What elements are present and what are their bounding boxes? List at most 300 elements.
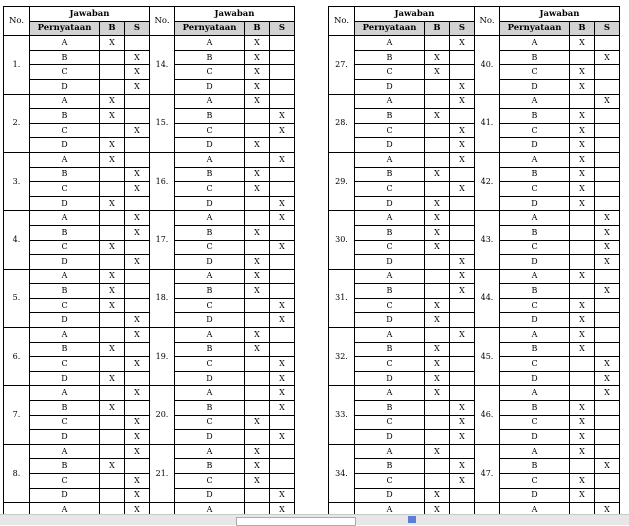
bottom-toolbar <box>0 514 629 525</box>
option-letter: C <box>30 65 100 80</box>
question-number: 1. <box>4 36 30 94</box>
option-letter: A <box>355 269 425 284</box>
answer-s-cell: X <box>125 503 150 518</box>
answer-b-cell: X <box>245 255 270 270</box>
answer-b-cell <box>100 167 125 182</box>
option-letter: C <box>355 240 425 255</box>
answer-b-cell <box>570 225 595 240</box>
option-letter: D <box>500 255 570 270</box>
question-number: 31. <box>329 269 355 327</box>
answer-b-cell: X <box>245 65 270 80</box>
answer-s-cell: X <box>595 225 620 240</box>
answer-b-cell <box>570 459 595 474</box>
option-letter: D <box>175 196 245 211</box>
table-row <box>329 36 620 51</box>
answer-b-cell: X <box>425 503 450 518</box>
answer-b-cell <box>570 371 595 386</box>
option-letter: B <box>500 401 570 416</box>
question-number: 45. <box>475 328 500 386</box>
answer-b-cell: X <box>245 167 270 182</box>
option-letter: C <box>500 474 570 489</box>
answer-b-cell <box>100 430 125 445</box>
answer-s-cell <box>595 182 620 197</box>
answer-b-cell: X <box>425 313 450 328</box>
answer-s-cell: X <box>270 488 295 503</box>
table-row <box>329 225 620 240</box>
answer-s-cell <box>125 109 150 124</box>
answer-b-cell <box>245 371 270 386</box>
table-row <box>4 488 295 503</box>
question-number: 3. <box>4 152 30 210</box>
answer-b-cell <box>570 240 595 255</box>
answer-s-cell <box>270 474 295 489</box>
header-no: No. <box>475 7 500 36</box>
answer-s-cell: X <box>450 284 475 299</box>
option-letter: D <box>175 255 245 270</box>
answer-s-cell <box>595 313 620 328</box>
table-row <box>329 474 620 489</box>
option-letter: B <box>175 50 245 65</box>
search-box[interactable] <box>236 517 356 526</box>
answer-s-cell <box>595 196 620 211</box>
option-letter: C <box>355 357 425 372</box>
option-letter: B <box>30 459 100 474</box>
option-letter: D <box>30 196 100 211</box>
option-letter: A <box>355 152 425 167</box>
table-row <box>4 211 295 226</box>
option-letter: D <box>500 196 570 211</box>
answer-b-cell <box>245 298 270 313</box>
answer-b-cell: X <box>570 415 595 430</box>
option-letter: B <box>500 459 570 474</box>
option-letter: C <box>355 474 425 489</box>
question-number: 43. <box>475 211 500 269</box>
answer-s-cell: X <box>125 225 150 240</box>
option-letter: D <box>175 313 245 328</box>
answer-b-cell: X <box>570 313 595 328</box>
question-number: 4. <box>4 211 30 269</box>
table-row <box>4 459 295 474</box>
answer-s-cell: X <box>270 401 295 416</box>
answer-s-cell: X <box>595 50 620 65</box>
answer-s-cell: X <box>450 328 475 343</box>
answer-s-cell <box>450 240 475 255</box>
answer-s-cell: X <box>125 65 150 80</box>
answer-b-cell <box>100 123 125 138</box>
answer-b-cell: X <box>570 488 595 503</box>
option-letter: B <box>175 459 245 474</box>
header-pernyataan: Pernyataan <box>500 21 570 36</box>
table-row <box>4 225 295 240</box>
answer-s-cell <box>270 328 295 343</box>
option-letter: A <box>355 503 425 518</box>
option-letter: A <box>30 211 100 226</box>
answer-s-cell <box>125 240 150 255</box>
answer-b-cell: X <box>570 474 595 489</box>
header-jawaban: Jawaban <box>30 7 150 22</box>
option-letter: C <box>30 182 100 197</box>
answer-b-cell: X <box>425 342 450 357</box>
answer-b-cell: X <box>425 298 450 313</box>
option-letter: C <box>500 123 570 138</box>
answer-b-cell: X <box>570 444 595 459</box>
answer-s-cell: X <box>450 401 475 416</box>
answer-s-cell <box>125 401 150 416</box>
checkbox-icon[interactable] <box>408 516 416 523</box>
option-letter: C <box>175 298 245 313</box>
answer-b-cell <box>425 401 450 416</box>
header-no: No. <box>4 7 30 36</box>
option-letter: B <box>355 109 425 124</box>
option-letter: A <box>175 444 245 459</box>
table-row <box>4 255 295 270</box>
option-letter: C <box>175 65 245 80</box>
option-letter: A <box>175 211 245 226</box>
answer-b-cell <box>100 444 125 459</box>
answer-s-cell: X <box>270 503 295 518</box>
answer-b-cell: X <box>425 240 450 255</box>
answer-b-cell <box>425 152 450 167</box>
table-row <box>4 328 295 343</box>
answer-b-cell: X <box>245 328 270 343</box>
answer-s-cell <box>270 255 295 270</box>
answer-s-cell <box>595 474 620 489</box>
question-number: 47. <box>475 444 500 502</box>
option-letter: C <box>500 357 570 372</box>
header-jawaban: Jawaban <box>355 7 475 22</box>
answer-s-cell: X <box>270 196 295 211</box>
answer-s-cell <box>595 298 620 313</box>
answer-b-cell: X <box>570 65 595 80</box>
answer-b-cell: X <box>245 79 270 94</box>
option-letter: A <box>175 328 245 343</box>
answer-b-cell: X <box>425 488 450 503</box>
answer-s-cell <box>270 138 295 153</box>
option-letter: A <box>500 328 570 343</box>
table-row <box>4 371 295 386</box>
table-row <box>329 415 620 430</box>
option-letter: B <box>500 167 570 182</box>
answer-b-cell: X <box>245 225 270 240</box>
option-letter: B <box>355 459 425 474</box>
option-letter: A <box>175 386 245 401</box>
answer-b-cell: X <box>425 167 450 182</box>
answer-b-cell <box>100 313 125 328</box>
answer-s-cell <box>125 284 150 299</box>
option-letter: D <box>30 371 100 386</box>
answer-b-cell <box>100 415 125 430</box>
answer-s-cell: X <box>450 182 475 197</box>
answer-s-cell: X <box>125 415 150 430</box>
question-number: 5. <box>4 269 30 327</box>
answer-s-cell <box>450 371 475 386</box>
option-letter: B <box>355 342 425 357</box>
answer-b-cell: X <box>570 342 595 357</box>
option-letter: B <box>175 284 245 299</box>
answer-s-cell <box>270 36 295 51</box>
option-letter: C <box>30 298 100 313</box>
answer-s-cell <box>450 488 475 503</box>
header-no: No. <box>329 7 355 36</box>
option-letter: A <box>500 444 570 459</box>
table-row <box>329 50 620 65</box>
answer-b-cell: X <box>100 196 125 211</box>
answer-s-cell: X <box>595 357 620 372</box>
option-letter: A <box>175 269 245 284</box>
option-letter: D <box>500 371 570 386</box>
answer-s-cell <box>595 415 620 430</box>
option-letter: A <box>175 94 245 109</box>
table-row <box>329 65 620 80</box>
option-letter: B <box>355 284 425 299</box>
answer-b-cell: X <box>245 444 270 459</box>
option-letter: A <box>355 211 425 226</box>
answer-s-cell: X <box>270 152 295 167</box>
answer-s-cell: X <box>125 430 150 445</box>
answer-s-cell <box>450 196 475 211</box>
option-letter: C <box>355 182 425 197</box>
option-letter: B <box>30 401 100 416</box>
answer-b-cell <box>425 94 450 109</box>
option-letter: D <box>500 313 570 328</box>
answer-s-cell <box>595 488 620 503</box>
table-row <box>329 269 620 284</box>
answer-s-cell <box>450 444 475 459</box>
table-row <box>329 328 620 343</box>
table-row <box>329 196 620 211</box>
option-letter: A <box>175 152 245 167</box>
question-number: 19. <box>150 328 175 386</box>
answer-s-cell: X <box>595 371 620 386</box>
question-number: 32. <box>329 328 355 386</box>
answer-b-cell: X <box>425 50 450 65</box>
table-row <box>329 255 620 270</box>
table-row <box>4 138 295 153</box>
table-row <box>329 313 620 328</box>
option-letter: B <box>175 342 245 357</box>
answer-b-cell: X <box>570 401 595 416</box>
table-row <box>329 94 620 109</box>
answer-s-cell <box>125 342 150 357</box>
question-number: 42. <box>475 152 500 210</box>
answer-b-cell: X <box>245 94 270 109</box>
answer-s-cell: X <box>450 255 475 270</box>
answer-b-cell: X <box>245 36 270 51</box>
option-letter: C <box>175 182 245 197</box>
option-letter: D <box>355 196 425 211</box>
table-row <box>329 371 620 386</box>
answer-b-cell: X <box>245 284 270 299</box>
answer-s-cell <box>125 36 150 51</box>
table-row <box>4 65 295 80</box>
question-number: 21. <box>150 444 175 502</box>
option-letter: A <box>30 152 100 167</box>
option-letter: D <box>175 488 245 503</box>
option-letter: A <box>30 94 100 109</box>
answer-s-cell: X <box>270 430 295 445</box>
answer-b-cell <box>100 50 125 65</box>
answer-b-cell <box>425 430 450 445</box>
answer-s-cell <box>125 459 150 474</box>
answer-b-cell <box>245 196 270 211</box>
answer-b-cell: X <box>245 269 270 284</box>
table-row <box>329 430 620 445</box>
option-letter: B <box>30 284 100 299</box>
table-row <box>4 401 295 416</box>
question-number: 6. <box>4 328 30 386</box>
answer-b-cell: X <box>100 371 125 386</box>
answer-s-cell <box>450 357 475 372</box>
option-letter: B <box>175 167 245 182</box>
answer-s-cell: X <box>595 459 620 474</box>
answer-b-cell: X <box>100 342 125 357</box>
option-letter: D <box>500 79 570 94</box>
answer-s-cell: X <box>270 109 295 124</box>
table-row <box>4 342 295 357</box>
answer-b-cell: X <box>425 444 450 459</box>
answer-s-cell: X <box>125 444 150 459</box>
header-pernyataan: Pernyataan <box>355 21 425 36</box>
option-letter: D <box>355 255 425 270</box>
answer-s-cell <box>125 94 150 109</box>
answer-b-cell <box>570 357 595 372</box>
answer-b-cell <box>425 284 450 299</box>
option-letter: D <box>355 430 425 445</box>
answer-s-cell: X <box>270 357 295 372</box>
answer-s-cell <box>270 50 295 65</box>
option-letter: A <box>30 386 100 401</box>
table-row <box>329 123 620 138</box>
answer-s-cell <box>450 50 475 65</box>
answer-b-cell: X <box>570 36 595 51</box>
question-number: 28. <box>329 94 355 152</box>
answer-b-cell <box>100 79 125 94</box>
answer-s-cell: X <box>270 386 295 401</box>
answer-b-cell <box>100 488 125 503</box>
option-letter: A <box>355 94 425 109</box>
option-letter: D <box>355 313 425 328</box>
question-number: 8. <box>4 444 30 502</box>
answer-s-cell <box>270 269 295 284</box>
option-letter: D <box>30 430 100 445</box>
answer-s-cell: X <box>270 371 295 386</box>
answer-b-cell <box>100 357 125 372</box>
option-letter: A <box>30 444 100 459</box>
answer-s-cell: X <box>125 313 150 328</box>
option-letter: D <box>355 488 425 503</box>
answer-b-cell <box>245 401 270 416</box>
table-row <box>4 182 295 197</box>
answer-b-cell <box>425 79 450 94</box>
answer-b-cell <box>425 459 450 474</box>
answer-b-cell <box>245 313 270 328</box>
answer-s-cell <box>270 94 295 109</box>
answer-b-cell <box>570 50 595 65</box>
option-letter: B <box>175 401 245 416</box>
answer-s-cell <box>270 342 295 357</box>
answer-b-cell <box>100 255 125 270</box>
answer-s-cell: X <box>450 123 475 138</box>
answer-b-cell <box>245 152 270 167</box>
answer-table-left <box>3 6 295 518</box>
answer-b-cell <box>425 474 450 489</box>
answer-s-cell: X <box>270 123 295 138</box>
answer-s-cell: X <box>595 386 620 401</box>
answer-s-cell <box>450 313 475 328</box>
table-row <box>4 50 295 65</box>
answer-b-cell: X <box>245 138 270 153</box>
option-letter: C <box>30 415 100 430</box>
answer-b-cell <box>245 123 270 138</box>
option-letter: A <box>500 36 570 51</box>
header-jawaban: Jawaban <box>175 7 295 22</box>
table-row <box>4 196 295 211</box>
question-number: 34. <box>329 444 355 502</box>
option-letter: C <box>500 65 570 80</box>
option-letter: D <box>30 313 100 328</box>
answer-s-cell <box>270 79 295 94</box>
option-letter: D <box>30 255 100 270</box>
header-b: B <box>425 21 450 36</box>
option-letter: D <box>500 138 570 153</box>
answer-s-cell <box>450 65 475 80</box>
option-letter: D <box>500 488 570 503</box>
answer-s-cell: X <box>125 474 150 489</box>
answer-s-cell <box>595 36 620 51</box>
answer-b-cell: X <box>570 167 595 182</box>
option-letter: B <box>500 50 570 65</box>
option-letter: C <box>500 182 570 197</box>
answer-s-cell <box>595 342 620 357</box>
table-row <box>329 357 620 372</box>
header-s: S <box>595 21 620 36</box>
option-letter: A <box>500 386 570 401</box>
answer-s-cell <box>270 284 295 299</box>
table-row <box>329 152 620 167</box>
answer-b-cell: X <box>245 474 270 489</box>
answer-b-cell <box>245 430 270 445</box>
option-letter: B <box>30 50 100 65</box>
option-letter: C <box>175 474 245 489</box>
answer-b-cell <box>425 123 450 138</box>
answer-s-cell <box>450 386 475 401</box>
answer-s-cell <box>450 225 475 240</box>
answer-b-cell: X <box>570 269 595 284</box>
option-letter: C <box>355 65 425 80</box>
header-b: B <box>245 21 270 36</box>
answer-s-cell: X <box>125 167 150 182</box>
answer-b-cell: X <box>425 196 450 211</box>
answer-s-cell <box>270 167 295 182</box>
header-s: S <box>270 21 295 36</box>
answer-s-cell: X <box>450 459 475 474</box>
answer-s-cell <box>125 298 150 313</box>
answer-s-cell <box>270 225 295 240</box>
answer-s-cell <box>595 109 620 124</box>
answer-b-cell: X <box>100 94 125 109</box>
question-number: 2. <box>4 94 30 152</box>
option-letter: C <box>175 240 245 255</box>
option-letter: D <box>500 430 570 445</box>
header-jawaban: Jawaban <box>500 7 620 22</box>
answer-b-cell: X <box>100 401 125 416</box>
answer-s-cell: X <box>125 182 150 197</box>
answer-s-cell: X <box>595 284 620 299</box>
table-row <box>4 313 295 328</box>
table-row <box>4 474 295 489</box>
header-no: No. <box>150 7 175 36</box>
table-row <box>4 386 295 401</box>
